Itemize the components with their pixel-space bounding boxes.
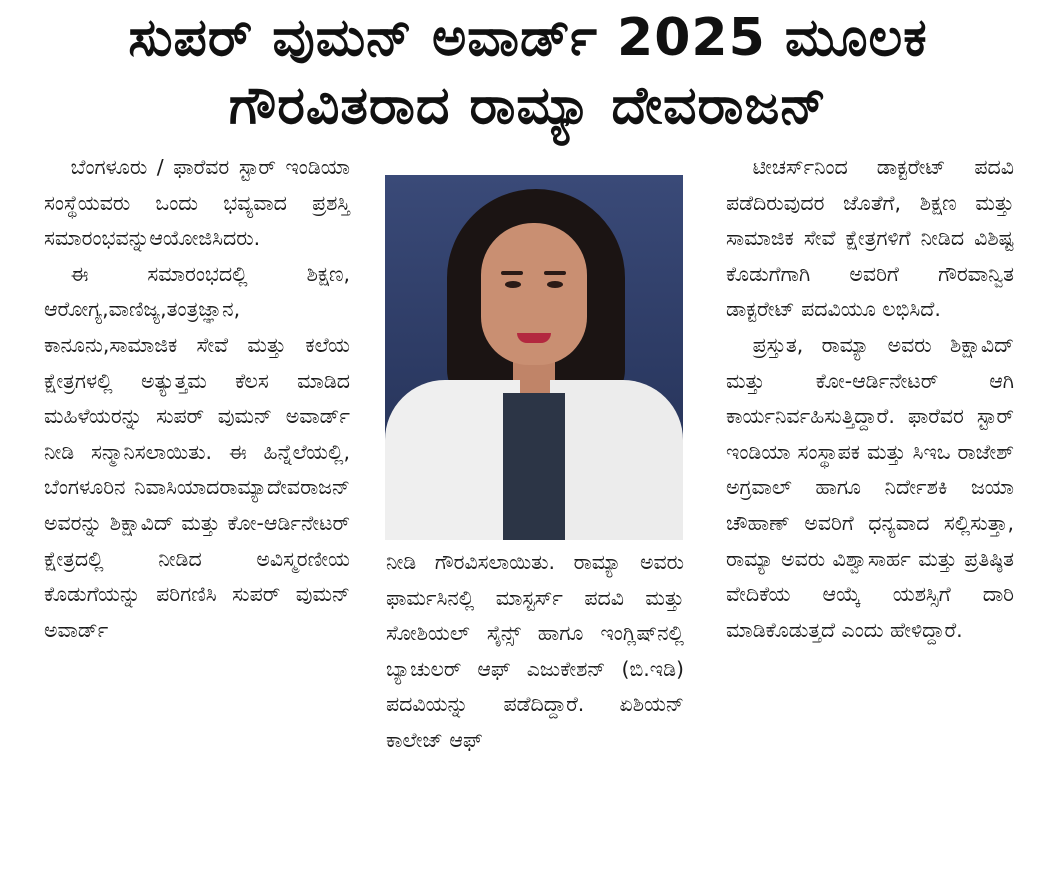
portrait-brow-left [501,271,523,275]
portrait-face [481,223,587,365]
column-3-paragraph-1: ಟೀಚರ್ಸ್‌ನಿಂದ ಡಾಕ್ಟರೇಟ್ ಪದವಿ ಪಡೆದಿರುವುದರ ಜೊತೆಗೆ, ಶಿಕ್ಷಣ ಮತ್ತು ಸಾಮಾಜಿಕ ಸೇವೆ ಕ್ಷೇತ್ರಗಳಿಗೆ ನೀಡಿದ ವಿಶಿಷ್ಟ ಕೊಡುಗೆಗಾಗಿ ಅವರಿಗೆ ಗೌರವಾನ್ವಿತ ಡಾಕ್ಟರೇಟ್ ಪದವಿಯೂ ಲಭಿಸಿದೆ. [726,155,1014,322]
article-headline [0,4,1056,140]
column-2-paragraph: ನೀಡಿ ಗೌರವಿಸಲಾಯಿತು. ರಾಮ್ಯಾ ಅವರು ಫಾರ್ಮಸಿನಲ್ಲಿ ಮಾಸ್ಟರ್ಸ್ ಪದವಿ ಮತ್ತು ಸೋಶಿಯಲ್ ಸೈನ್ಸ್ ಹಾಗೂ ಇಂಗ್ಲಿಷ್‌ನಲ್ಲಿ ಬ್ಯಾಚುಲರ್ ಆಫ್ ಎಜುಕೇಶನ್ (ಬಿ.ಇಡಿ) ಪದವಿಯನ್ನು ಪಡೆದಿದ್ದಾರೆ. ಏಶಿಯನ್ ಕಾಲೇಜ್ ಆಫ್ [386,550,684,752]
article-column-3 [726,150,1014,648]
column-1-paragraph-2: ಈ ಸಮಾರಂಭದಲ್ಲಿ ಶಿಕ್ಷಣ, ಆರೋಗ್ಯ,ವಾಣಿಜ್ಯ,ತಂತ್ರಜ್ಞಾನ, ಕಾನೂನು,ಸಾಮಾಜಿಕ ಸೇವೆ ಮತ್ತು ಕಲೆಯ ಕ್ಷೇತ್ರಗಳಲ್ಲಿ ಅತ್ಯುತ್ತಮ ಕೆಲಸ ಮಾಡಿದ ಮಹಿಳೆಯರನ್ನು ಸುಪರ್ ವುಮನ್ ಅವಾರ್ಡ್ ನೀಡಿ ಸನ್ಮಾನಿಸಲಾಯಿತು. ಈ ಹಿನ್ನೆಲೆಯಲ್ಲಿ, ಬೆಂಗಳೂರಿನ ನಿವಾಸಿಯಾದರಾಮ್ಯಾದೇವರಾಜನ್ ಅವರನ್ನು ಶಿಕ್ಷಾವಿದ್ ಮತ್ತು ಕೋ-ಆರ್ಡಿನೇಟರ್ ಕ್ಷೇತ್ರದಲ್ಲಿ ನೀಡಿದ ಅವಿಸ್ಮರಣೀಯ ಕೊಡುಗೆಯನ್ನು ಪರಿಗಣಿಸಿ ಸುಪರ್ ವುಮನ್ ಅವಾರ್ಡ್ [44,261,350,642]
portrait-blazer-left [385,380,520,540]
portrait-blazer-right [550,380,683,540]
portrait-eye-left [505,281,521,288]
portrait-photo [385,175,683,540]
portrait-top [503,393,565,540]
article-column-2 [386,545,684,759]
portrait-lips [517,333,551,343]
headline-line-2: ಗೌರವಿತರಾದ ರಾಮ್ಯಾ ದೇವರಾಜನ್ [228,76,828,136]
portrait-brow-right [544,271,566,275]
column-1-paragraph-1: ಬೆಂಗಳೂರು / ಫಾರೆವರ ಸ್ಟಾರ್ ಇಂಡಿಯಾ ಸಂಸ್ಥೆಯವರು ಒಂದು ಭವ್ಯವಾದ ಪ್ರಶಸ್ತಿ ಸಮಾರಂಭವನ್ನುಆಯೋಜಿಸಿದರು. [44,155,350,251]
article-column-1 [44,150,350,648]
portrait-eye-right [547,281,563,288]
headline-line-1: ಸುಪರ್ ವುಮನ್ ಅವಾರ್ಡ್ 2025 ಮೂಲಕ [128,8,928,68]
column-3-paragraph-2: ಪ್ರಸ್ತುತ, ರಾಮ್ಯಾ ಅವರು ಶಿಕ್ಷಾವಿದ್ ಮತ್ತು ಕೋ-ಆರ್ಡಿನೇಟರ್ ಆಗಿ ಕಾರ್ಯನಿರ್ವಹಿಸುತ್ತಿದ್ದಾರೆ. ಫಾರೆವರ ಸ್ಟಾರ್ ಇಂಡಿಯಾ ಸಂಸ್ಥಾಪಕ ಮತ್ತು ಸಿಇಒ ರಾಜೇಶ್ ಅಗ್ರವಾಲ್ ಹಾಗೂ ನಿರ್ದೇಶಕಿ ಜಯಾ ಚೌಹಾಣ್ ಅವರಿಗೆ ಧನ್ಯವಾದ ಸಲ್ಲಿಸುತ್ತಾ, ರಾಮ್ಯಾ ಅವರು ವಿಶ್ವಾಸಾರ್ಹ ಮತ್ತು ಪ್ರತಿಷ್ಠಿತ ವೇದಿಕೆಯ ಆಯ್ಕೆ ಯಶಸ್ಸಿಗೆ ದಾರಿ ಮಾಡಿಕೊಡುತ್ತದೆ ಎಂದು ಹೇಳಿದ್ದಾರೆ. [726,332,1014,642]
